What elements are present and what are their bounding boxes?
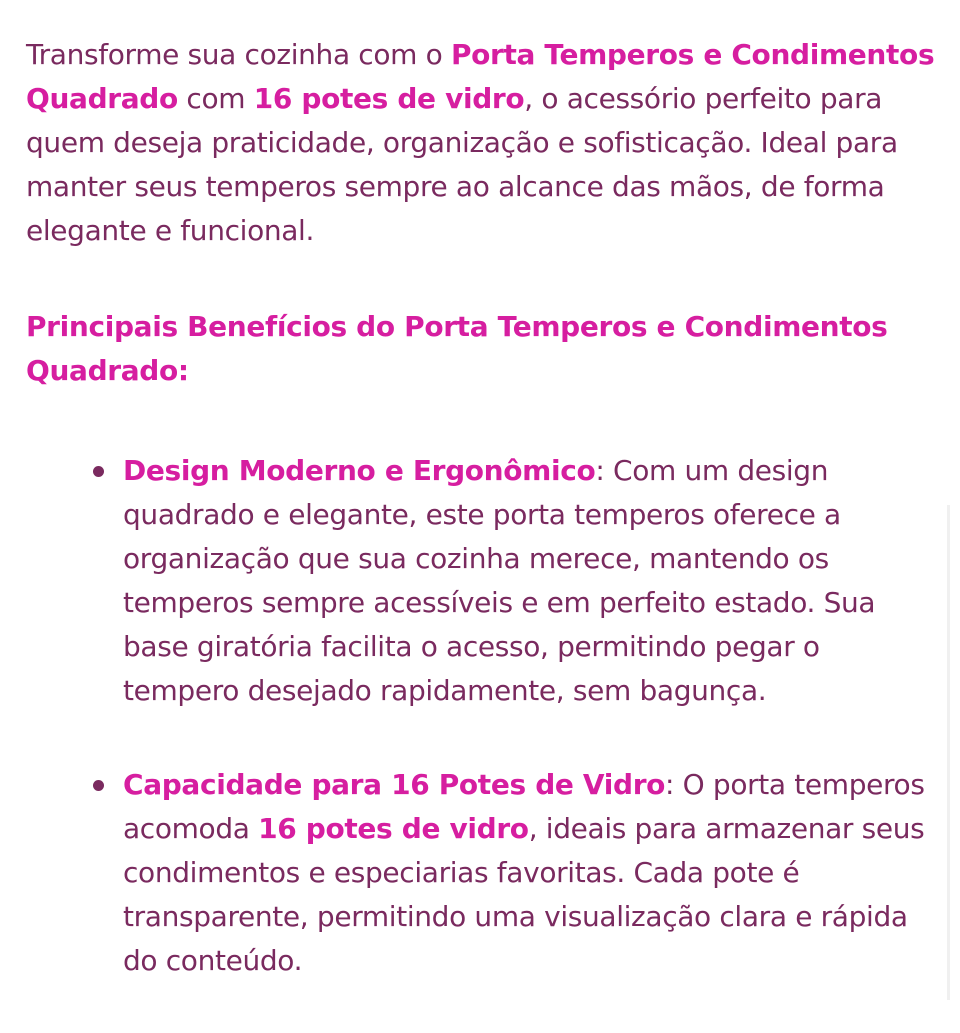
intro-text-2: com	[177, 82, 254, 115]
product-description	[26, 33, 941, 1033]
jar-count-highlight: 16 potes de vidro	[258, 812, 529, 845]
benefit-item	[123, 763, 941, 983]
benefit-item	[123, 449, 941, 713]
benefit-text: , ideais para armazenar seus condimentos e especiarias favoritas. Cada pote é transparente, permitindo uma visualização clara e rápida do conteúdo.	[123, 812, 925, 977]
benefit-title: Capacidade para 16 Potes de Vidro	[123, 768, 666, 801]
benefit-text: : O porta temperos acomoda	[123, 768, 925, 845]
scrollbar[interactable]	[947, 505, 950, 1000]
intro-text-3: , o acessório perfeito para quem deseja praticidade, organização e sofisticação. Ideal para manter seus temperos sempre ao alcance das mãos, de forma elegante e funcional.	[26, 82, 898, 247]
benefit-title: Design Moderno e Ergonômico	[123, 454, 596, 487]
jar-count-highlight: 16 potes de vidro	[253, 82, 525, 115]
benefit-text: : Com um design quadrado e elegante, este porta temperos oferece a organização que sua cozinha merece, mantendo os temperos sempre acessíveis e em perfeito estado. Sua base giratória facilita o acesso, permitindo pegar o tempero desejado rapidamente, sem bagunça.	[123, 454, 876, 707]
benefits-list	[26, 449, 941, 983]
intro-text-1: Transforme sua cozinha com o	[26, 38, 451, 71]
benefits-heading: Principais Benefícios do Porta Temperos e Condimentos Quadrado:	[26, 310, 888, 387]
product-name: Porta Temperos e Condimentos Quadrado	[26, 38, 935, 115]
intro-paragraph	[26, 33, 941, 253]
